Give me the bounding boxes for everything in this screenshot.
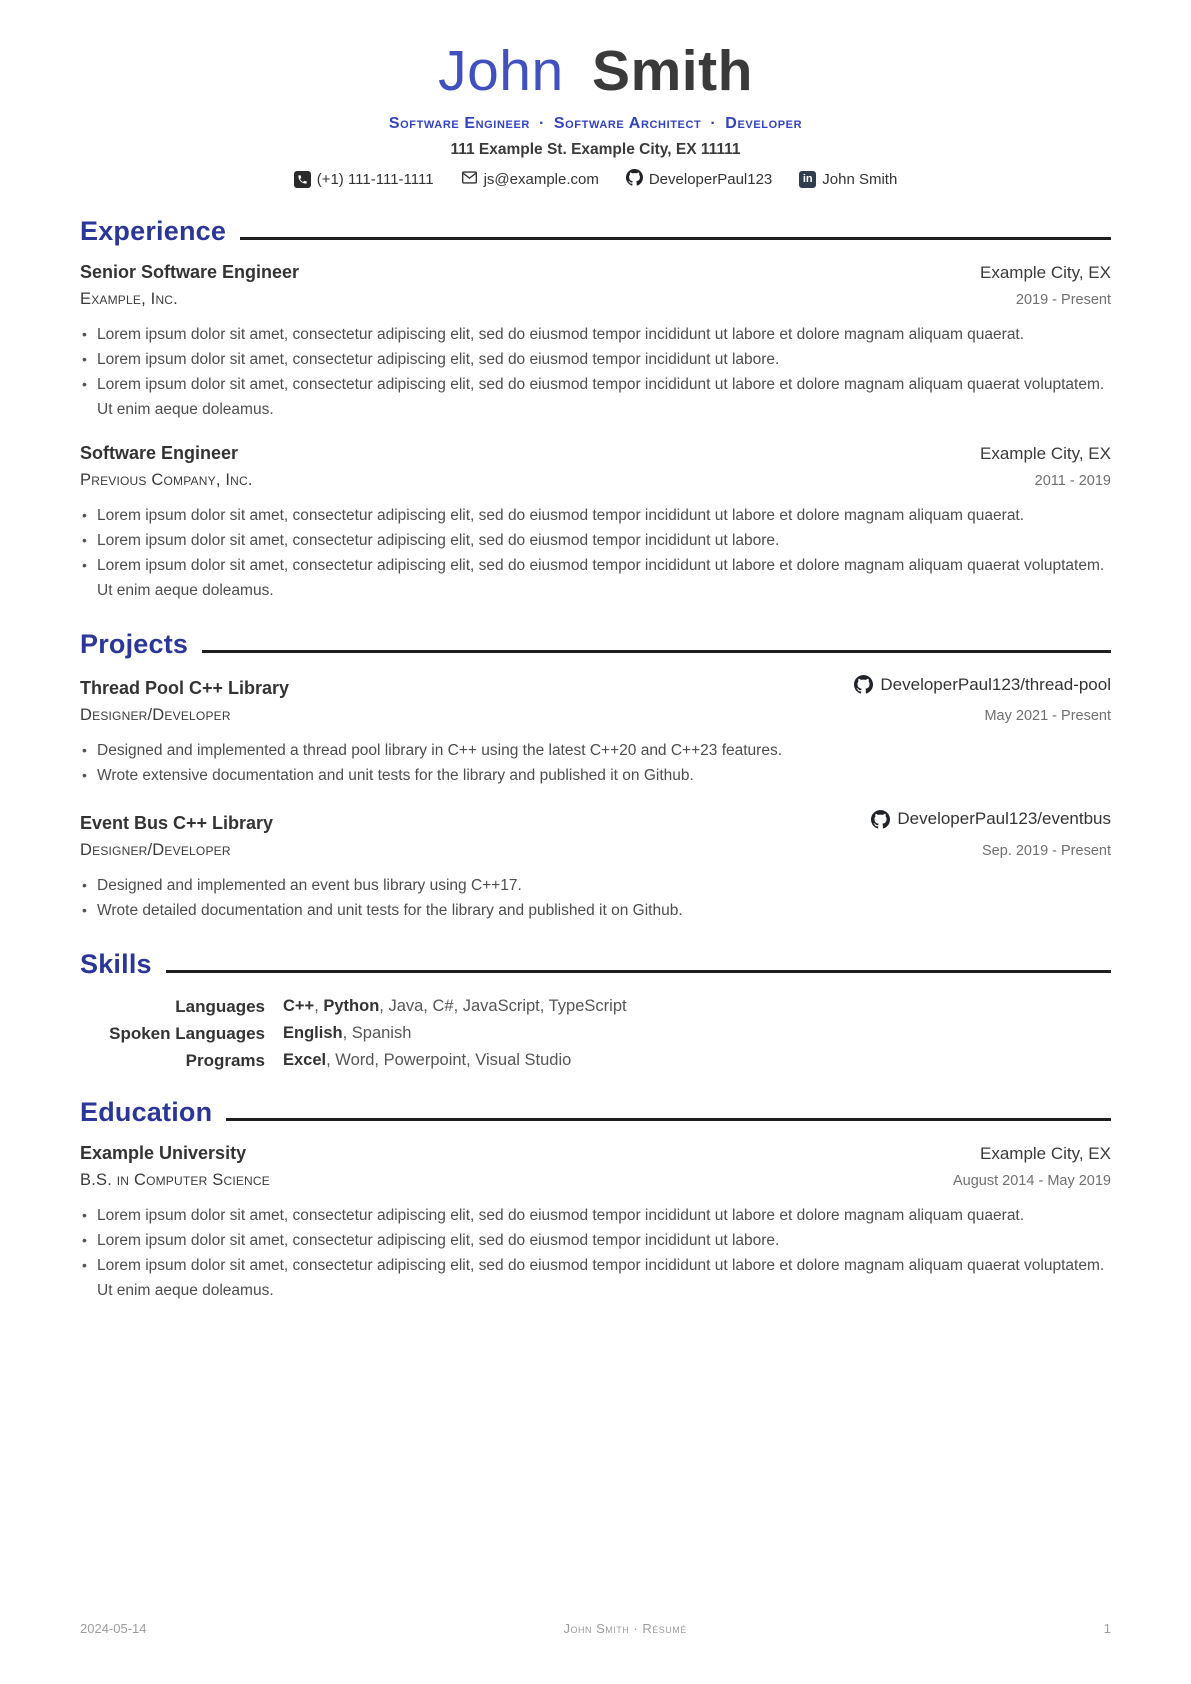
- job-bullet: • Lorem ipsum dolor sit amet, consectetur adipiscing elit, sed do eiusmod tempor incididunt ut labore.: [80, 528, 1111, 553]
- education-bullet: • Lorem ipsum dolor sit amet, consectetur adipiscing elit, sed do eiusmod tempor incididunt ut labore.: [80, 1228, 1111, 1253]
- project-bullet: • Wrote detailed documentation and unit tests for the library and published it on Github.: [80, 898, 1111, 923]
- email-contact[interactable]: [461, 170, 599, 189]
- email-address: js@example.com: [483, 170, 599, 188]
- education-dates: August 2014 - May 2019: [953, 1172, 1111, 1189]
- github-contact[interactable]: [626, 169, 772, 190]
- job-location: Example City, EX: [979, 262, 1111, 282]
- github-icon: [871, 810, 890, 829]
- tagline-separator: ·: [710, 114, 717, 132]
- projects-section-head: [80, 629, 1111, 660]
- skill-label: Spoken Languages: [109, 1023, 265, 1043]
- school-name: Example University: [80, 1142, 247, 1163]
- project-role: Designer/Developer: [80, 706, 231, 725]
- project-bullet: • Wrote extensive documentation and unit tests for the library and published it on Github.: [80, 763, 1111, 788]
- section-rule: [166, 970, 1111, 973]
- last-name: Smith: [592, 39, 753, 103]
- project-bullet-list: [80, 738, 1111, 788]
- project-role: Designer/Developer: [80, 840, 231, 859]
- skills-section: [80, 949, 1111, 1071]
- phone-contact[interactable]: [294, 171, 434, 188]
- job-entry: [80, 443, 1111, 603]
- project-title: Event Bus C++ Library: [80, 812, 274, 833]
- section-rule: [202, 650, 1111, 653]
- project-repo-link[interactable]: [854, 675, 1111, 695]
- project-entry: [80, 809, 1111, 923]
- project-repo-name: DeveloperPaul123/thread-pool: [880, 674, 1111, 694]
- job-bullet: • Lorem ipsum dolor sit amet, consectetur adipiscing elit, sed do eiusmod tempor incididunt ut labore.: [80, 347, 1111, 372]
- github-username: DeveloperPaul123: [648, 170, 773, 188]
- contact-row: [80, 169, 1111, 190]
- job-location: Example City, EX: [979, 443, 1111, 463]
- experience-section-head: [80, 216, 1111, 247]
- project-bullet: • Designed and implemented an event bus library using C++17.: [80, 873, 1111, 898]
- project-dates: Sep. 2019 - Present: [982, 842, 1111, 859]
- experience-section: [80, 216, 1111, 603]
- tagline-separator: ·: [538, 114, 545, 132]
- job-dates: 2011 - 2019: [1034, 472, 1111, 489]
- education-bullet: • Lorem ipsum dolor sit amet, consectetur adipiscing elit, sed do eiusmod tempor incididunt ut labore et dolore magnam aliquam quaerat voluptatem. Ut enim aeque doleamus.: [80, 1253, 1111, 1303]
- first-name: John: [438, 39, 564, 103]
- linkedin-icon: in: [799, 171, 816, 188]
- section-rule: [240, 237, 1111, 240]
- skill-label: Languages: [175, 996, 265, 1016]
- job-title: Software Engineer: [80, 442, 239, 463]
- job-bullet: • Lorem ipsum dolor sit amet, consectetur adipiscing elit, sed do eiusmod tempor incididunt ut labore et dolore magnam aliquam quaerat voluptatem. Ut enim aeque doleamus.: [80, 553, 1111, 603]
- project-bullet-list: [80, 873, 1111, 923]
- degree: B.S. in Computer Science: [80, 1170, 270, 1189]
- phone-icon: [294, 171, 311, 188]
- job-company: Previous Company, Inc.: [80, 470, 253, 489]
- job-title: Senior Software Engineer: [80, 261, 300, 282]
- project-repo-link[interactable]: [871, 809, 1111, 829]
- tagline-item: Software Architect: [553, 114, 702, 132]
- section-rule: [226, 1118, 1111, 1121]
- footer-date: 2024-05-14: [80, 1621, 147, 1636]
- education-bullet: • Lorem ipsum dolor sit amet, consectetur adipiscing elit, sed do eiusmod tempor incididunt ut labore et dolore magnam aliquam quaerat.: [80, 1203, 1111, 1228]
- projects-section: [80, 629, 1111, 923]
- skills-grid: [80, 997, 1111, 1071]
- education-bullet-list: [80, 1203, 1111, 1303]
- project-title: Thread Pool C++ Library: [80, 678, 290, 699]
- experience-title: Experience: [80, 215, 227, 246]
- education-entry: [80, 1143, 1111, 1303]
- job-company: Example, Inc.: [80, 289, 178, 308]
- github-icon: [854, 675, 873, 694]
- job-bullet-list: [80, 503, 1111, 603]
- job-bullet: • Lorem ipsum dolor sit amet, consectetur adipiscing elit, sed do eiusmod tempor incididunt ut labore et dolore magnam aliquam quaerat voluptatem. Ut enim aeque doleamus.: [80, 372, 1111, 422]
- skill-value: Excel, Word, Powerpoint, Visual Studio: [283, 1050, 572, 1069]
- project-bullet: • Designed and implemented a thread pool library in C++ using the latest C++20 and C++23 features.: [80, 738, 1111, 763]
- footer-page-number: 1: [1103, 1621, 1111, 1636]
- footer-title: John Smith · Résumé: [563, 1621, 687, 1636]
- tagline: [80, 115, 1111, 133]
- education-section-head: [80, 1097, 1111, 1128]
- school-location: Example City, EX: [979, 1143, 1111, 1163]
- address: 111 Example St. Example City, EX 11111: [450, 140, 741, 158]
- job-dates: 2019 - Present: [1015, 291, 1111, 308]
- job-bullet: • Lorem ipsum dolor sit amet, consectetur adipiscing elit, sed do eiusmod tempor incididunt ut labore et dolore magnam aliquam quaerat.: [80, 322, 1111, 347]
- job-bullet-list: [80, 322, 1111, 422]
- project-entry: [80, 675, 1111, 789]
- job-bullet: • Lorem ipsum dolor sit amet, consectetur adipiscing elit, sed do eiusmod tempor incididunt ut labore et dolore magnam aliquam quaerat.: [80, 503, 1111, 528]
- skill-value: English, Spanish: [283, 1023, 412, 1042]
- education-section: [80, 1097, 1111, 1303]
- skill-row: [80, 1024, 1111, 1044]
- skill-value: C++, Python, Java, C#, JavaScript, TypeScript: [283, 996, 627, 1015]
- page-footer: [80, 1621, 1111, 1636]
- tagline-item: Developer: [725, 114, 803, 132]
- linkedin-contact[interactable]: [799, 171, 897, 188]
- name-heading: [80, 39, 1111, 103]
- resume-header: [80, 39, 1111, 190]
- github-icon: [626, 169, 643, 190]
- skill-row: [80, 1051, 1111, 1071]
- projects-title: Projects: [80, 628, 189, 659]
- project-repo-name: DeveloperPaul123/eventbus: [897, 809, 1111, 829]
- phone-number: (+1) 111-111-1111: [316, 170, 434, 188]
- education-title: Education: [80, 1096, 213, 1127]
- email-icon: [461, 170, 478, 189]
- skill-label: Programs: [185, 1050, 265, 1070]
- job-entry: [80, 262, 1111, 422]
- linkedin-name: John Smith: [822, 170, 898, 188]
- tagline-item: Software Engineer: [388, 114, 530, 132]
- skills-section-head: [80, 949, 1111, 980]
- skill-row: [80, 997, 1111, 1017]
- project-dates: May 2021 - Present: [984, 708, 1111, 725]
- skills-title: Skills: [80, 948, 152, 979]
